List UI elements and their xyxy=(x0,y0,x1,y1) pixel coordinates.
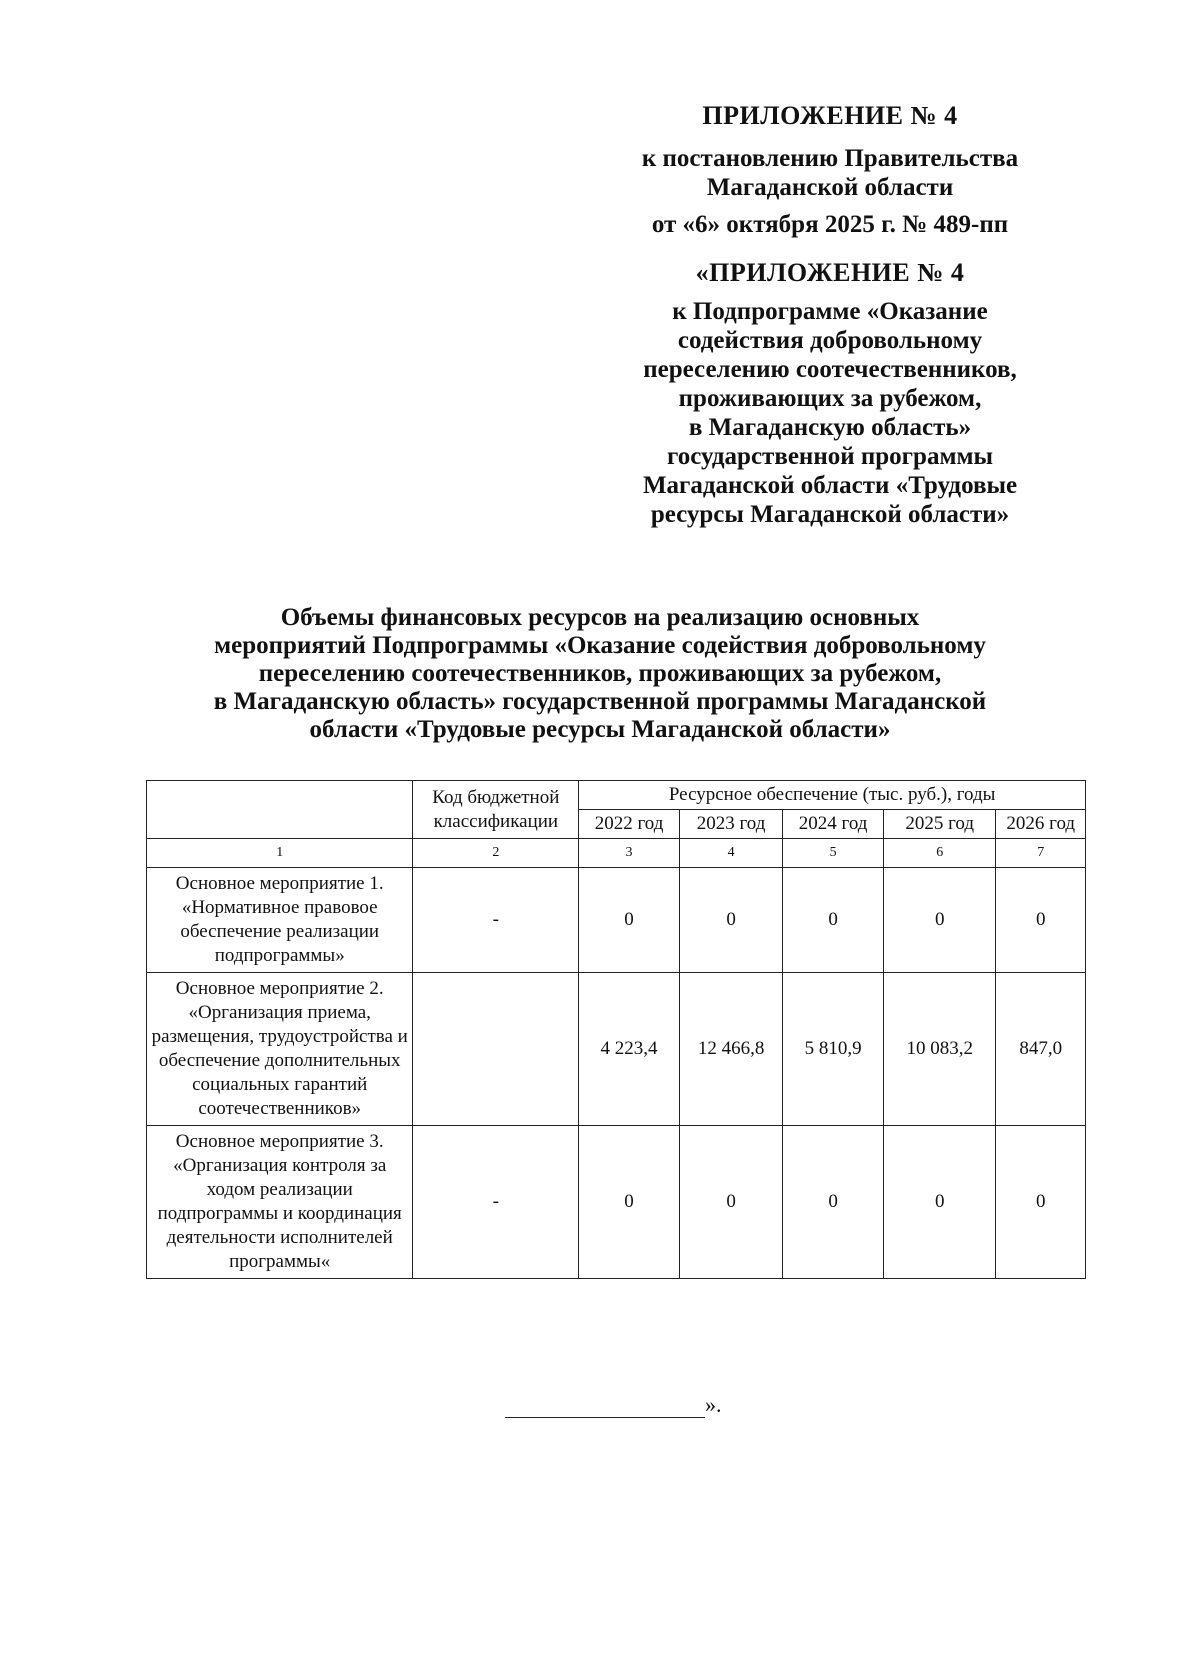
value-cell: 0 xyxy=(883,868,996,973)
year-header: 2024 год xyxy=(783,810,884,839)
value-cell: 0 xyxy=(783,1126,884,1279)
closing-underline xyxy=(505,1395,705,1418)
column-number: 2 xyxy=(413,839,579,868)
value-cell: 0 xyxy=(783,868,884,973)
value-cell: 10 083,2 xyxy=(883,973,996,1126)
document-title-line: области «Трудовые ресурсы Магаданской области» xyxy=(309,716,891,743)
event-name: Основное мероприятие 1. «Нормативное правовое обеспечение реализации подпрограммы» xyxy=(147,868,413,973)
table-row xyxy=(147,973,1086,1126)
year-header: 2025 год xyxy=(883,810,996,839)
decree-date: от «6» октября 2025 г. № 489-пп xyxy=(651,211,1009,238)
column-number: 5 xyxy=(783,839,884,868)
budget-code: - xyxy=(413,1126,579,1279)
value-cell: 0 xyxy=(996,1126,1086,1279)
closing-mark xyxy=(505,1392,722,1418)
document-title-line: мероприятий Подпрограммы «Оказание содействия добровольному xyxy=(214,632,986,659)
document-title xyxy=(150,604,1050,744)
header-name-cell xyxy=(147,781,413,839)
header-code-cell: Код бюджетной классификации xyxy=(413,781,579,839)
subprogram-line: Магаданской области «Трудовые xyxy=(642,472,1018,499)
appendix-title: ПРИЛОЖЕНИЕ № 4 xyxy=(702,101,958,130)
event-name: Основное мероприятие 2. «Организация приема, размещения, трудоустройства и обеспечение дополнительных социальных гарантий соотечественников» xyxy=(147,973,413,1126)
value-cell: 0 xyxy=(679,1126,783,1279)
value-cell: 12 466,8 xyxy=(679,973,783,1126)
decree-line-2: Магаданской области xyxy=(706,174,954,201)
value-cell: 0 xyxy=(883,1126,996,1279)
table-row xyxy=(147,1126,1086,1279)
value-cell: 0 xyxy=(996,868,1086,973)
column-number: 6 xyxy=(883,839,996,868)
appendix-title-2: «ПРИЛОЖЕНИЕ № 4 xyxy=(695,258,965,287)
value-cell: 0 xyxy=(579,1126,680,1279)
column-number: 1 xyxy=(147,839,413,868)
document-title-line: Объемы финансовых ресурсов на реализацию основных xyxy=(280,604,920,631)
value-cell: 0 xyxy=(679,868,783,973)
budget-code: - xyxy=(413,868,579,973)
document-title-line: переселению соотечественников, проживающих за рубежом, xyxy=(258,660,942,687)
subprogram-line: проживающих за рубежом, xyxy=(678,385,982,412)
year-header: 2022 год xyxy=(579,810,680,839)
value-cell: 0 xyxy=(579,868,680,973)
budget-code xyxy=(413,973,579,1126)
year-header: 2023 год xyxy=(679,810,783,839)
document-title-line: в Магаданскую область» государственной программы Магаданской xyxy=(213,688,987,715)
decree-line-1: к постановлению Правительства xyxy=(641,145,1019,172)
subprogram-line: к Подпрограмме «Оказание xyxy=(672,298,988,325)
event-name: Основное мероприятие 3. «Организация контроля за ходом реализации подпрограммы и координация деятельности исполнителей программы« xyxy=(147,1126,413,1279)
column-number: 3 xyxy=(579,839,680,868)
year-header: 2026 год xyxy=(996,810,1086,839)
value-cell: 5 810,9 xyxy=(783,973,884,1126)
closing-quote: ». xyxy=(705,1392,722,1417)
value-cell: 4 223,4 xyxy=(579,973,680,1126)
subprogram-line: ресурсы Магаданской области» xyxy=(650,501,1010,528)
value-cell: 847,0 xyxy=(996,973,1086,1126)
header-resources-cell: Ресурсное обеспечение (тыс. руб.), годы xyxy=(579,781,1086,810)
finance-table xyxy=(146,780,1086,1279)
subprogram-line: государственной программы xyxy=(666,443,994,470)
subprogram-line: переселению соотечественников, xyxy=(643,356,1017,383)
column-number: 4 xyxy=(679,839,783,868)
subprogram-line: содействия добровольному xyxy=(677,327,983,354)
subprogram-line: в Магаданскую область» xyxy=(688,414,972,441)
appendix-header xyxy=(600,100,1060,529)
table-header-row xyxy=(147,781,1086,810)
column-numbers-row xyxy=(147,839,1086,868)
table-row xyxy=(147,868,1086,973)
column-number: 7 xyxy=(996,839,1086,868)
